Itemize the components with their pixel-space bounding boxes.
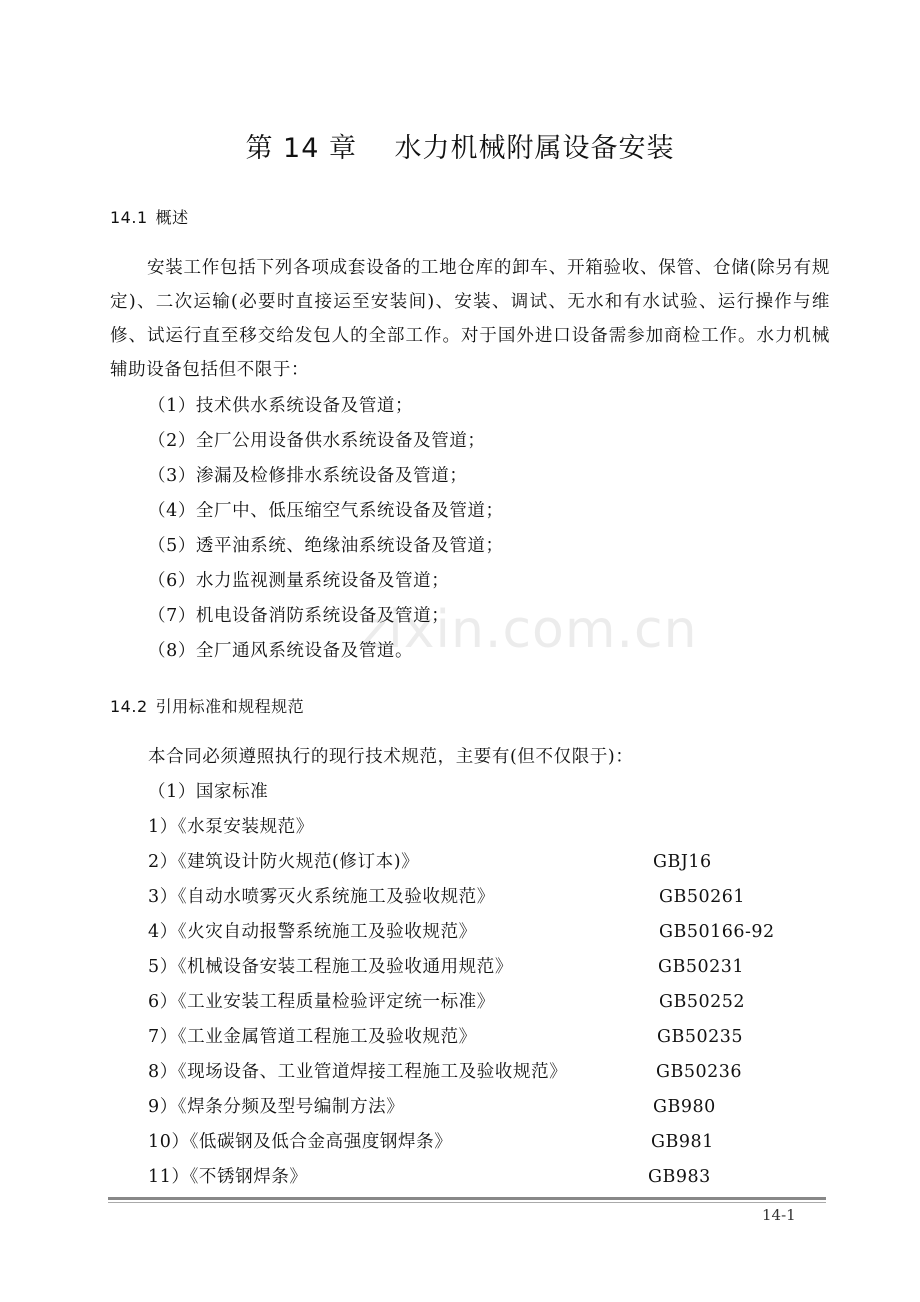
standard-code: GBJ16 xyxy=(653,852,712,872)
list-item: （2）全厂公用设备供水系统设备及管道； xyxy=(148,431,486,451)
standard-row xyxy=(148,1090,828,1125)
section-title: 引用标准和规程规范 xyxy=(155,697,305,716)
standard-name: 4）《火灾自动报警系统施工及验收规范》 xyxy=(148,922,477,942)
list-item: （8）全厂通风系统设备及管道。 xyxy=(148,641,414,661)
standards-subheading: （1）国家标准 xyxy=(148,782,269,802)
standard-name: 9）《焊条分频及型号编制方法》 xyxy=(148,1097,405,1117)
standard-row xyxy=(148,1125,828,1160)
standards-intro: 本合同必须遵照执行的现行技术规范，主要有(但不仅限于)： xyxy=(148,747,634,767)
standard-name: 3）《自动水喷雾灭火系统施工及验收规范》 xyxy=(148,887,495,907)
standard-name: 8）《现场设备、工业管道焊接工程施工及验收规范》 xyxy=(148,1062,568,1082)
standard-name: 5）《机械设备安装工程施工及验收通用规范》 xyxy=(148,957,513,977)
list-item: （3）渗漏及检修排水系统设备及管道； xyxy=(148,466,468,486)
standards-list xyxy=(148,810,828,1195)
standard-name: 7）《工业金属管道工程施工及验收规范》 xyxy=(148,1027,477,1047)
standard-row xyxy=(148,985,828,1020)
standard-row xyxy=(148,950,828,985)
page-number: 14-1 xyxy=(762,1206,796,1224)
standard-row xyxy=(148,1020,828,1055)
list-item: （7）机电设备消防系统设备及管道； xyxy=(148,606,450,626)
standard-code: GB980 xyxy=(653,1097,716,1117)
overview-paragraph: 安装工作包括下列各项成套设备的工地仓库的卸车、开箱验收、保管、仓储(除另有规定)、二次运输(必要时直接运至安装间)、安装、调试、无水和有水试验、运行操作与维修、试运行直至移交给发包人的全部工作。对于国外进口设备需参加商检工作。水力机械辅助设备包括但不限于： xyxy=(110,258,830,380)
section-heading-overview xyxy=(110,205,189,228)
standard-code: GB50261 xyxy=(659,887,746,907)
chapter-title: 第 14 章 水力机械附属设备安装 xyxy=(245,133,675,164)
list-item: （6）水力监视测量系统设备及管道； xyxy=(148,571,450,591)
standard-code: GB983 xyxy=(648,1167,711,1187)
section-number: 14.2 xyxy=(110,697,148,716)
list-item: （1）技术供水系统设备及管道； xyxy=(148,396,414,416)
standard-row xyxy=(148,1055,828,1090)
standard-code: GB50231 xyxy=(658,957,745,977)
footer-rule-thin xyxy=(108,1202,826,1203)
standard-row xyxy=(148,915,828,950)
list-item: （5）透平油系统、绝缘油系统设备及管道； xyxy=(148,536,504,556)
standard-name: 10）《低碳钢及低合金高强度钢焊条》 xyxy=(148,1132,453,1152)
footer-rule xyxy=(108,1197,826,1200)
standard-name: 6）《工业安装工程质量检验评定统一标准》 xyxy=(148,992,495,1012)
standard-code: GB981 xyxy=(651,1132,714,1152)
watermark-text: zixin.com.cn xyxy=(360,600,698,660)
standard-name: 1）《水泵安装规范》 xyxy=(148,817,314,837)
standard-row xyxy=(148,810,828,845)
equipment-list xyxy=(148,389,504,669)
standard-code: GB50166-92 xyxy=(659,922,775,942)
standard-code: GB50235 xyxy=(657,1027,744,1047)
section-title: 概述 xyxy=(155,208,189,227)
standard-code: GB50236 xyxy=(656,1062,743,1082)
list-item: （4）全厂中、低压缩空气系统设备及管道； xyxy=(148,501,504,521)
standard-name: 2）《建筑设计防火规范(修订本)》 xyxy=(148,852,420,872)
standard-code: GB50252 xyxy=(659,992,746,1012)
standard-name: 11）《不锈钢焊条》 xyxy=(148,1167,308,1187)
section-heading-standards xyxy=(110,694,304,717)
standard-row xyxy=(148,1160,828,1195)
section-number: 14.1 xyxy=(110,208,148,227)
standard-row xyxy=(148,845,828,880)
standard-row xyxy=(148,880,828,915)
